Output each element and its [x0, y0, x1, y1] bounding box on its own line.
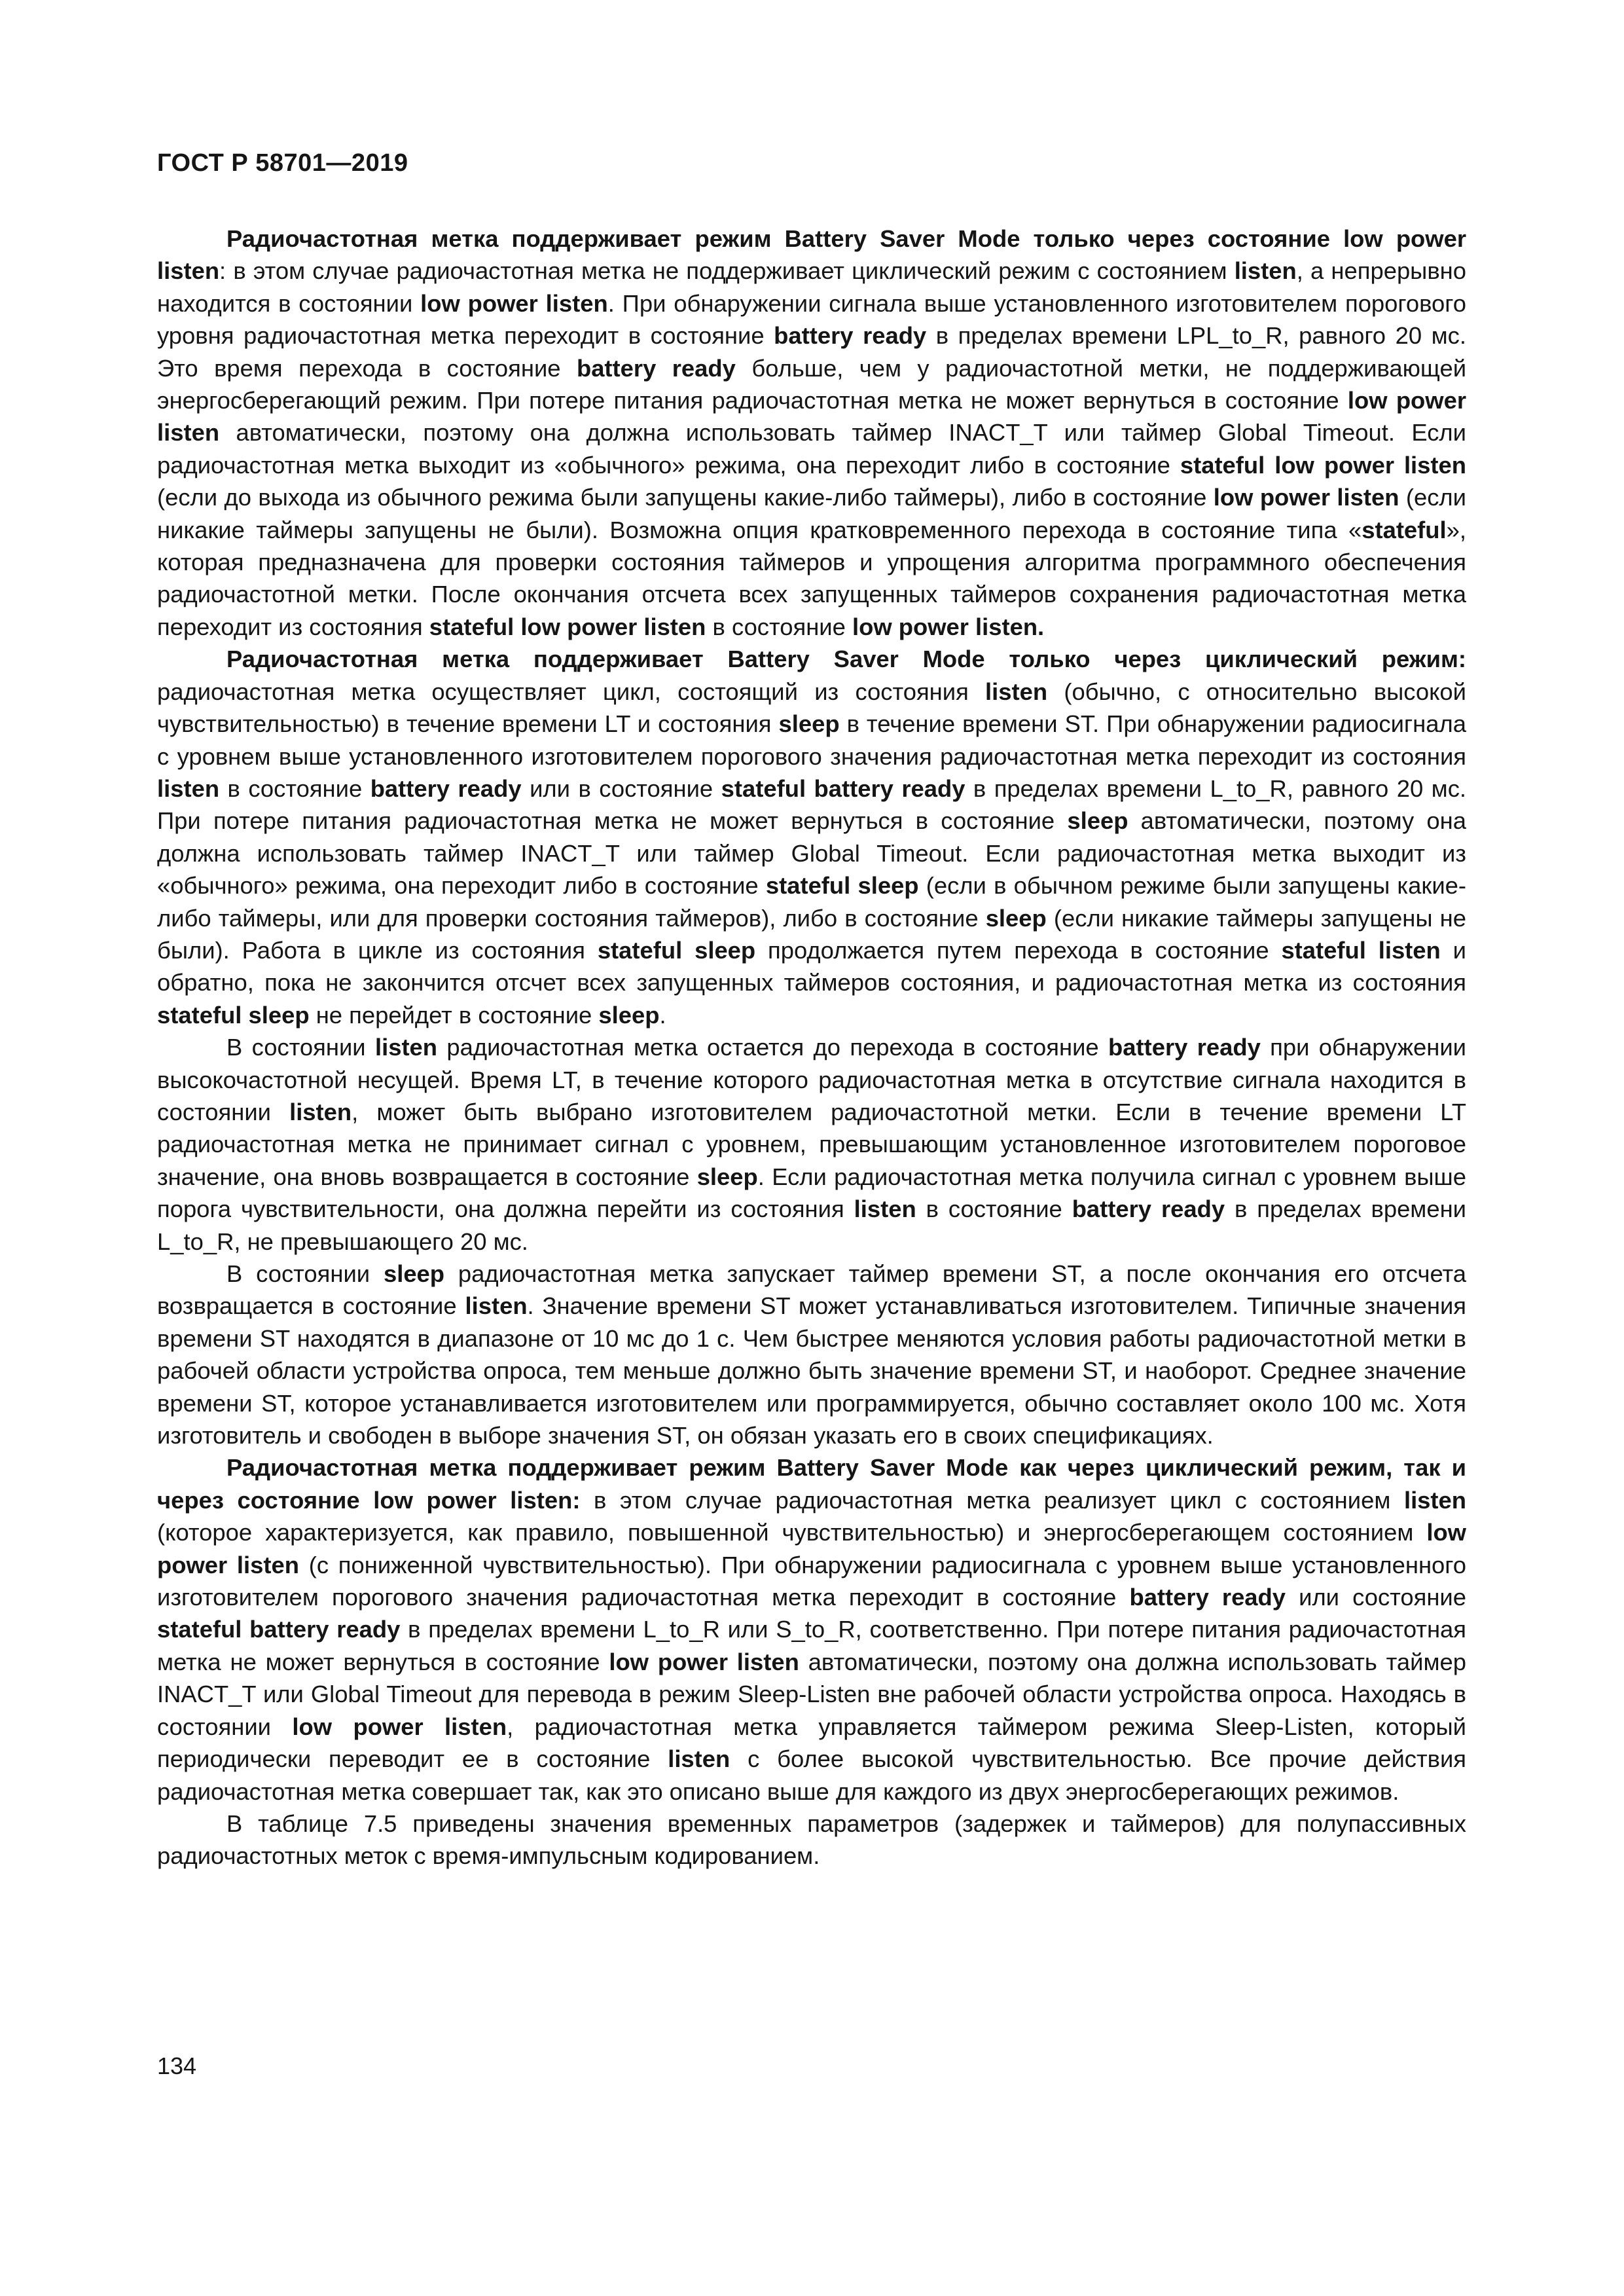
paragraph	[157, 1031, 1466, 1258]
bold-term: low power listen	[609, 1648, 799, 1675]
bold-term: stateful sleep	[597, 936, 756, 964]
paragraph	[157, 1451, 1466, 1807]
text-run: (если никакие таймеры запущены не были). Возможна опция кратковременного перехода в состояние типа «	[157, 484, 1466, 543]
text-run: , а непрерывно находится в состоянии	[157, 257, 1467, 317]
text-run: в состояние	[219, 774, 370, 802]
text-run: , радиочастотная метка управляется таймером режима Sleep-Listen, который периодически переводит ее в состояние	[157, 1713, 1467, 1773]
bold-term: battery ready	[1072, 1195, 1225, 1223]
text-run: радиочастотная метка осуществляет цикл, состоящий из состояния	[157, 678, 986, 705]
bold-term: listen	[465, 1292, 528, 1320]
bold-term: stateful listen	[1281, 936, 1441, 964]
text-run: . Значение времени ST может устанавливаться изготовителем. Типичные значения времени ST находятся в диапазоне от 10 мс до 1 с. Чем быстрее меняются условия работы радиочастотной метки в рабочей области устройства опроса, тем меньше должно быть значение времени ST, и наоборот. Среднее значение времени ST, которое устанавливается изготовителем или программируется, обычно составляет около 100 мс. Хотя изготовитель и свободен в выборе значения ST, он обязан указать его в своих спецификациях.	[157, 1292, 1467, 1449]
text-run: (если никакие таймеры запущены не были). Работа в цикле из состояния	[157, 904, 1466, 964]
bold-term: stateful battery ready	[721, 774, 965, 802]
text-run: в пределах времени L_to_R или S_to_R, соответственно. При потере питания радиочастотная метка не может вернуться в состояние	[157, 1616, 1466, 1675]
bold-term: listen	[1234, 257, 1297, 285]
bold-term: low power listen	[157, 387, 1466, 446]
text-run: . При обнаружении сигнала выше установленного изготовителем порогового уровня радиочастотная метка переходит в состояние	[157, 289, 1466, 350]
bold-term: battery ready	[370, 774, 522, 802]
paragraph	[157, 1808, 1466, 1872]
text-run: автоматически, поэтому она должна использовать таймер INACT_T или таймер Global Timeout. Если радиочастотная метка выходит из «обычного» режима, она переходит либо в состояние	[157, 807, 1466, 900]
text-run: в состояние	[916, 1195, 1072, 1223]
text-run: : в этом случае радиочастотная метка не поддерживает циклический режим с состоянием	[219, 257, 1235, 285]
bold-term: listen	[668, 1745, 731, 1773]
paragraph	[157, 643, 1466, 1031]
bold-term: listen	[157, 774, 220, 802]
bold-term: low power listen.	[852, 613, 1045, 640]
body-text	[157, 223, 1466, 1872]
text-run: в течение времени ST. При обнаружении радиосигнала с уровнем выше установленного изготовителем порогового значения радиочастотная метка переходит из состояния	[157, 710, 1466, 770]
bold-term: low power listen	[1213, 484, 1399, 511]
text-run: автоматически, поэтому она должна использовать таймер INACT_T или таймер Global Timeout. Если радиочастотная метка выходит из «обычного» режима, она переходит либо в состояние	[157, 419, 1466, 479]
text-run: в пределах времени LPL_to_R, равного 20 мс. Это время перехода в состояние	[157, 322, 1466, 382]
bold-term: battery ready	[1129, 1584, 1286, 1611]
bold-term: sleep	[1067, 807, 1128, 835]
text-run: . Если радиочастотная метка получила сигнал с уровнем выше порога чувствительности, она должна перейти из состояния	[157, 1163, 1466, 1223]
text-run: или состояние	[1286, 1584, 1467, 1611]
bold-term: sleep	[383, 1260, 445, 1287]
bold-term: battery ready	[774, 322, 927, 350]
bold-term: battery ready	[576, 354, 736, 382]
text-run: », которая предназначена для проверки состояния таймеров и упрощения алгоритма программного обеспечения радиочастотной метки. После окончания отсчета всех запущенных таймеров сохранения радиочастотная метка переходит из состояния	[157, 516, 1466, 640]
text-run: с более высокой чувствительностью. Все прочие действия радиочастотная метка совершает так, как это описано выше для каждого из двух энергосберегающих режимов.	[157, 1745, 1466, 1805]
text-run: автоматически, поэтому она должна использовать таймер INACT_T или Global Timeout для перевода в режим Sleep-Listen вне рабочей области устройства опроса. Находясь в состоянии	[157, 1648, 1466, 1740]
text-run: (которое характеризуется, как правило, повышенной чувствительностью) и энергосберегающем состоянием	[157, 1519, 1427, 1546]
bold-term: listen	[854, 1195, 916, 1223]
bold-term: sleep	[985, 904, 1047, 932]
bold-term: stateful sleep	[157, 1001, 310, 1029]
bold-term: listen	[289, 1098, 352, 1125]
standard-header: ГОСТ Р 58701—2019	[157, 149, 408, 177]
bold-term: stateful low power listen	[429, 613, 706, 640]
text-run: (если в обычном режиме были запущены какие-либо таймеры, или для проверки состояния таймеров), либо в состояние	[157, 872, 1467, 932]
bold-term: sleep	[696, 1163, 758, 1190]
bold-term: Радиочастотная метка поддерживает режим Battery Saver Mode как через циклический режим, так и через состояние low power listen:	[157, 1454, 1466, 1514]
bold-term: low power listen	[292, 1713, 507, 1740]
bold-term: low power listen	[157, 1519, 1466, 1578]
bold-term: battery ready	[1108, 1034, 1261, 1061]
text-run: в пределах времени L_to_R, равного 20 мс. При потере питания радиочастотная метка не может вернуться в состояние	[157, 774, 1466, 835]
paragraph	[157, 1258, 1466, 1451]
text-run: В таблице 7.5 приведены значения временных параметров (задержек и таймеров) для полупассивных радиочастотных меток с время-импульсным кодированием.	[157, 1810, 1466, 1870]
bold-term: Радиочастотная метка поддерживает режим Battery Saver Mode только через состояние low power listen	[157, 225, 1466, 285]
bold-term: stateful sleep	[765, 872, 919, 900]
text-run: (если до выхода из обычного режима были запущены какие-либо таймеры), либо в состояние	[157, 484, 1214, 511]
text-run: (с пониженной чувствительностью). При обнаружении радиосигнала с уровнем выше установленного изготовителем порогового значения радиочастотная метка переходит в состояние	[157, 1551, 1466, 1611]
text-run: В состоянии	[226, 1260, 384, 1287]
text-run: В состоянии	[226, 1034, 375, 1061]
text-run: в этом случае радиочастотная метка реализует цикл с состоянием	[580, 1486, 1404, 1514]
bold-term: stateful low power listen	[1180, 451, 1466, 479]
text-run: при обнаружении высокочастотной несущей. Время LT, в течение которого радиочастотная метка в отсутствие сигнала находится в состоянии	[157, 1034, 1466, 1125]
paragraph	[157, 223, 1466, 643]
bold-term: low power listen	[420, 289, 608, 317]
bold-term: stateful	[1362, 516, 1447, 543]
bold-term: sleep	[778, 710, 840, 738]
bold-term: sleep	[598, 1001, 660, 1029]
text-run: продолжается путем перехода в состояние	[755, 936, 1282, 964]
text-run: радиочастотная метка остается до перехода в состояние	[437, 1034, 1108, 1061]
bold-term: listen	[1403, 1486, 1466, 1514]
page-number: 134	[157, 2052, 197, 2079]
bold-term: listen	[985, 678, 1048, 705]
bold-term: stateful battery ready	[157, 1616, 401, 1643]
bold-term: listen	[374, 1034, 438, 1061]
text-run: .	[659, 1001, 666, 1029]
text-run: не перейдет в состояние	[309, 1001, 599, 1029]
text-run: и обратно, пока не закончится отсчет всех запущенных таймеров состояния, и радиочастотная метка из состояния	[157, 936, 1466, 996]
text-run: , может быть выбрано изготовителем радиочастотной метки. Если в течение времени LT радиочастотная метка не принимает сигнал с уровнем, превышающим установленное изготовителем пороговое значение, она вновь возвращается в состояние	[157, 1098, 1466, 1190]
text-run: радиочастотная метка запускает таймер времени ST, а после окончания его отсчета возвращается в состояние	[157, 1260, 1466, 1320]
text-run: в пределах времени L_to_R, не превышающего 20 мс.	[157, 1195, 1466, 1255]
text-run: больше, чем у радиочастотной метки, не поддерживающей энергосберегающий режим. При потере питания радиочастотная метка не может вернуться в состояние	[157, 354, 1467, 414]
text-run: или в состояние	[521, 774, 721, 802]
text-run: в состояние	[706, 613, 852, 640]
text-run: (обычно, с относительно высокой чувствительностью) в течение времени LT и состояния	[157, 678, 1466, 738]
bold-term: Радиочастотная метка поддерживает Battery Saver Mode только через циклический режим:	[226, 646, 1466, 673]
